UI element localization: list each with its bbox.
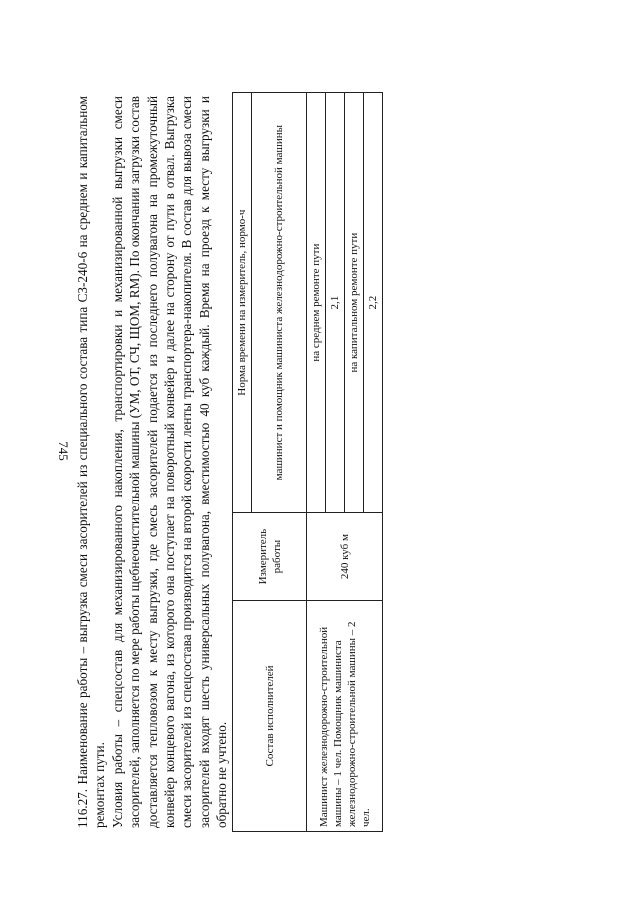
header-norm-sub: машинист и помощник машиниста железнодорожно-строительной машины: [252, 93, 307, 513]
row-value-medium: 2,1: [326, 93, 345, 513]
performers-cell: Машинист железнодорожно-строительной машины – 1 чел. Помощник машиниста железнодорожно-строительной машины – 2 чел.: [307, 600, 383, 831]
page-number: 745: [56, 441, 71, 461]
row-value-capital: 2,2: [364, 93, 383, 513]
header-norm: Норма времени на измеритель, нормо-ч: [233, 93, 252, 513]
header-performers: Состав исполнителей: [233, 600, 307, 831]
section-heading: 116.27. Наименование работы – выгрузка смеси засорителей из специального состава типа СЗ-240-6 на среднем и капитальном ремонтах пути.: [75, 96, 108, 828]
rotated-sheet: [74, 92, 404, 832]
row-label-capital: на капитальном ремонте пути: [345, 93, 364, 513]
time-norm-table: [232, 92, 383, 832]
row-label-medium: на среднем ремонте пути: [307, 93, 326, 513]
sheet-content: [74, 92, 404, 832]
meter-cell: 240 куб м: [307, 513, 383, 601]
work-conditions: Условия работы – спецсостав для механизированного накопления, транспортировки и механизированной выгрузки смеси засорителей, заполняется по мере работы щебнеочистительной машины (УМ, ОТ, СЧ, ЩОМ, RM). По окончании загрузки состав доставляется тепловозом к месту выгрузки, где смесь засорителей подается из последнего полувагона на промежуточный конвейер концевого вагона, из которого она поступает на поворотный конвейер и далее на сторону от пути в отвал. Выгрузка смеси засорителей из спецсостава производится на второй скорости ленты транспортера-накопителя. В состав для вывоза смеси засорителей входят шесть универсальных полувагона, вместимостью 40 куб каждый. Время на проезд к месту выгрузки и обратно не учтено.: [109, 96, 230, 828]
header-meter: Измеритель работы: [233, 513, 307, 601]
